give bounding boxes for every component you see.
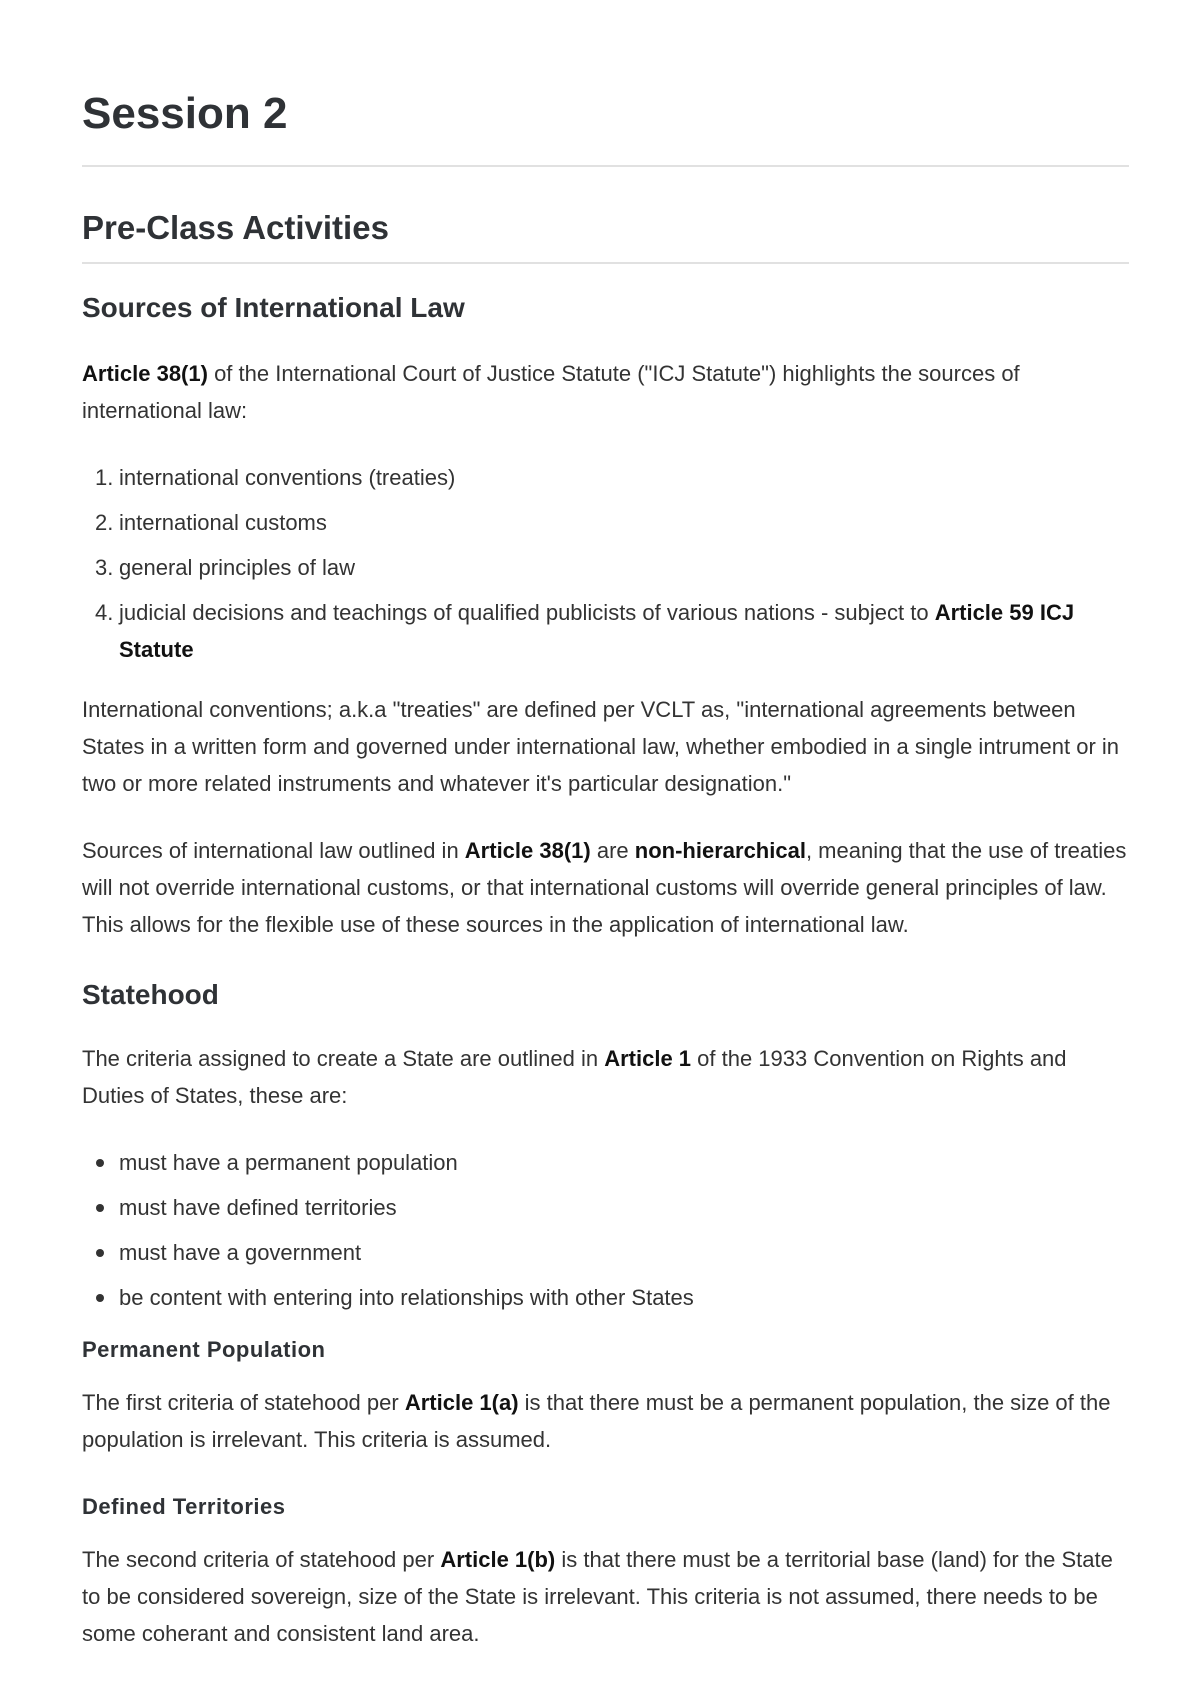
sources-intro: Article 38(1) of the International Court of Justice Statute ("ICJ Statute") highlights the sources of international law: <box>82 361 1020 423</box>
list-item: 1. international conventions (treaties) <box>95 465 456 490</box>
title-divider <box>82 165 1129 167</box>
list-item: must have a government <box>82 1234 1129 1271</box>
territories-heading: Defined Territories <box>82 1494 286 1519</box>
page-title: Session 2 <box>82 89 288 138</box>
section-divider <box>82 262 1129 264</box>
non-hierarchical-paragraph: Sources of international law outlined in Article 38(1) are non-hierarchical, meaning that the use of treaties will not override international customs, or that international customs will override general principles of law. This allows for the flexible use of these sources in the application of international law. <box>82 838 1127 937</box>
bullet-icon <box>96 1204 104 1212</box>
list-item: must have a permanent population <box>82 1144 1129 1181</box>
article-59-ref: Article 59 ICJ Statute <box>119 600 1075 662</box>
population-paragraph: The first criteria of statehood per Article 1(a) is that there must be a permanent population, the size of the population is irrelevant. This criteria is assumed. <box>82 1390 1111 1452</box>
bullet-icon <box>96 1294 104 1302</box>
sources-list <box>82 459 1129 676</box>
sources-heading: Sources of International Law <box>82 292 465 323</box>
bullet-icon <box>96 1249 104 1257</box>
territories-paragraph: The second criteria of statehood per Article 1(b) is that there must be a territorial base (land) for the State to be considered sovereign, size of the State is irrelevant. This criteria is not assumed, there needs to be some coherant and consistent land area. <box>82 1547 1113 1646</box>
population-heading: Permanent Population <box>82 1337 326 1362</box>
statehood-heading: Statehood <box>82 979 219 1010</box>
list-item: must have defined territories <box>82 1189 1129 1226</box>
criteria-list <box>82 1144 1129 1324</box>
conventions-paragraph: International conventions; a.k.a "treaties" are defined per VCLT as, "international agreements between States in a written form and governed under international law, whether embodied in a single intrument or in two or more related instruments and whatever it's particular designation." <box>82 697 1120 796</box>
list-item: 3. general principles of law <box>95 555 356 580</box>
statehood-intro: The criteria assigned to create a State are outlined in Article 1 of the 1933 Convention on Rights and Duties of States, these are: <box>82 1046 1067 1108</box>
section-heading: Pre-Class Activities <box>82 209 389 246</box>
list-item: 2. international customs <box>95 510 327 535</box>
list-item: be content with entering into relationships with other States <box>82 1279 1129 1316</box>
bullet-icon <box>96 1159 104 1167</box>
article-38-ref: Article 38(1) <box>82 361 208 386</box>
list-item: 4. judicial decisions and teachings of qualified publicists of various nations - subject to Article 59 ICJ Statute <box>95 600 1075 662</box>
